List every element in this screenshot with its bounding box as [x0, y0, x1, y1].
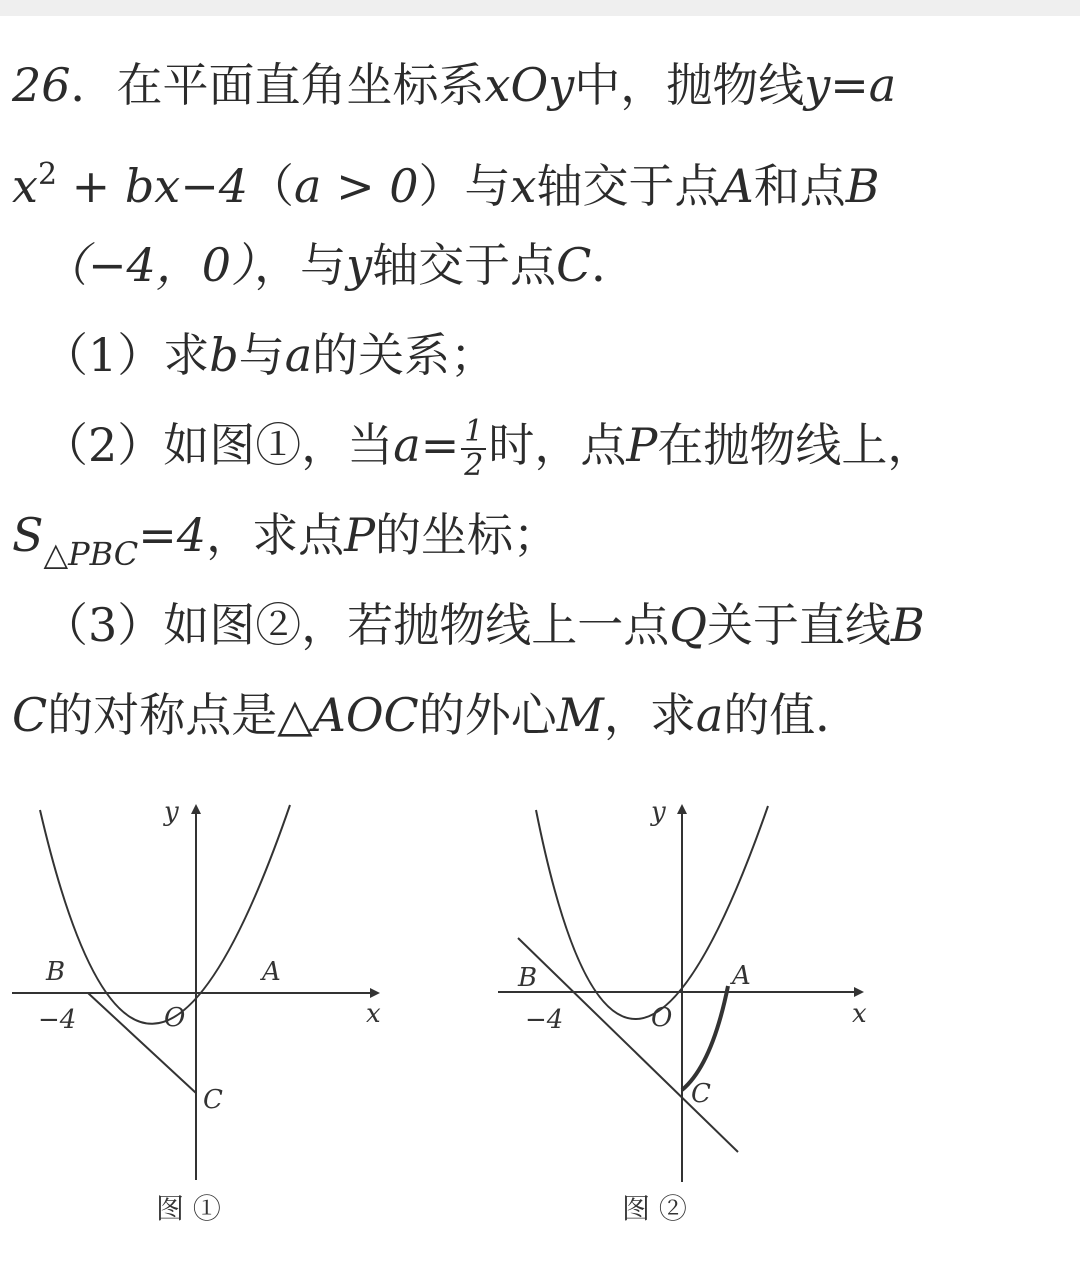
- area-symbol: S: [12, 508, 44, 562]
- part-1: [12, 310, 1072, 400]
- point-A: A: [720, 159, 754, 213]
- problem-text: [12, 40, 1072, 760]
- text-segment: 的外心: [418, 688, 557, 742]
- figure-1: [12, 805, 378, 1180]
- coordinate: （−4，0）: [42, 238, 255, 292]
- area-subscript: △PBC: [43, 535, 139, 573]
- text-segment: 和点: [753, 159, 846, 213]
- part-3: [12, 580, 1072, 670]
- expression: + bx−4: [57, 159, 249, 213]
- text-segment: 中，抛物线: [574, 58, 805, 112]
- label-y: y: [164, 797, 179, 827]
- label-x: x: [852, 999, 867, 1029]
- text-segment: ）与: [418, 159, 511, 213]
- line-BC: [518, 938, 738, 1152]
- text-segment: 与: [238, 328, 285, 382]
- label-O: O: [164, 1003, 186, 1033]
- part-3-cont: [12, 670, 1072, 760]
- point-B: B: [845, 159, 880, 213]
- var-y: y: [346, 238, 373, 292]
- var-a: a: [284, 328, 313, 382]
- text-segment: 的坐标；: [375, 508, 560, 562]
- label-O: O: [651, 1003, 673, 1033]
- label-B: B: [518, 963, 538, 993]
- area-value: =4: [138, 508, 207, 562]
- exponent: 2: [37, 157, 58, 192]
- var-x: x: [12, 159, 38, 213]
- top-bar: [0, 0, 1080, 16]
- label-B: B: [46, 957, 66, 987]
- text-segment: ，求: [603, 688, 696, 742]
- text-segment: 关于直线: [707, 598, 891, 652]
- var-b: b: [209, 328, 239, 382]
- equals: =: [420, 418, 460, 472]
- text-segment: 的值．: [723, 688, 862, 742]
- paren: （: [248, 159, 295, 213]
- figure-2: [498, 806, 862, 1182]
- fraction-numerator: 1: [461, 416, 486, 450]
- figure-caption: 图 ①: [156, 1192, 221, 1225]
- text-segment: ．在平面直角坐标系: [70, 58, 485, 112]
- label-C: C: [203, 1085, 223, 1115]
- text-segment: 时，点: [488, 418, 627, 472]
- text-segment: 的对称点是△: [47, 688, 313, 742]
- label-minus4: −4: [38, 1005, 77, 1035]
- label-A: A: [262, 957, 281, 987]
- text-segment: 的关系；: [312, 328, 497, 382]
- problem-line-3: [12, 220, 1072, 310]
- point-P: P: [626, 418, 658, 472]
- point-C: C: [12, 688, 48, 742]
- figure-caption: 图 ②: [622, 1192, 687, 1225]
- point-C: C: [556, 238, 592, 292]
- var-a: a: [393, 418, 421, 472]
- var-x: x: [510, 159, 537, 213]
- fraction-denominator: 2: [464, 448, 484, 483]
- text-segment: ，与: [254, 238, 347, 292]
- text-segment: （1）求: [42, 328, 210, 382]
- text-segment: 轴交于点: [372, 238, 557, 292]
- problem-line-2: [12, 130, 1072, 220]
- label-x: x: [366, 999, 381, 1029]
- var-a: a: [695, 688, 724, 742]
- point-B: B: [891, 598, 925, 652]
- label-C: C: [691, 1079, 711, 1109]
- text-segment: （2）如图①，当: [42, 418, 394, 472]
- point-M: M: [556, 688, 604, 742]
- label-y: y: [651, 797, 666, 827]
- fraction: [461, 416, 486, 482]
- text-segment: 在抛物线上，: [657, 418, 934, 472]
- figures-svg: [0, 790, 1080, 1280]
- triangle-AOC: AOC: [312, 688, 419, 742]
- label-A: A: [732, 961, 751, 991]
- var-y: y: [804, 58, 831, 112]
- condition: a > 0: [294, 159, 419, 213]
- var-a: a: [868, 58, 897, 112]
- period: ．: [591, 238, 638, 292]
- part-2-cont: [12, 490, 1072, 580]
- parabola: [40, 805, 290, 1024]
- text-segment: （3）如图②，若抛物线上一点: [42, 598, 670, 652]
- point-Q: Q: [669, 598, 707, 652]
- point-P: P: [344, 508, 376, 562]
- text-segment: 轴交于点: [536, 159, 721, 213]
- part-2: [12, 400, 1072, 490]
- coord-system: xOy: [484, 58, 575, 112]
- figures: [0, 790, 1080, 1280]
- text-segment: ，求点: [206, 508, 345, 562]
- problem-number: 26: [12, 58, 71, 112]
- equals: =: [830, 58, 869, 112]
- problem-line-1: [12, 40, 1072, 130]
- arc-highlight: [682, 986, 728, 1090]
- label-minus4: −4: [525, 1005, 564, 1035]
